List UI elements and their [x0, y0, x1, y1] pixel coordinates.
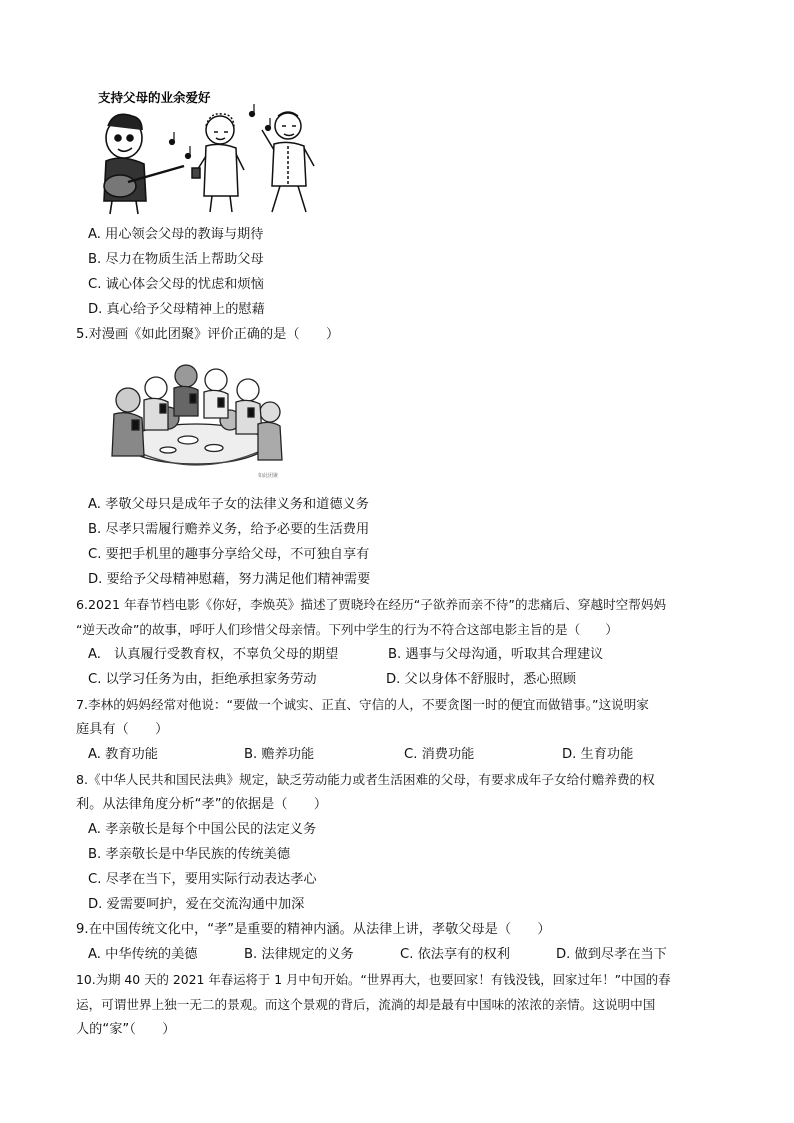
reunion-watermark: 如此团聚 [258, 473, 279, 479]
q9-stem: 9.在中国传统文化中，“孝”是重要的精神内涵。从法律上讲，孝敬父母是（ ） [76, 922, 551, 937]
q10-stem-line2: 运，可谓世界上独一无二的景观。而这个景观的背后，流淌的却是最有中国味的浓浓的亲情。这说明中国 [76, 997, 656, 1012]
q6-option-b: B. 遇事与父母沟通，听取其合理建议 [388, 647, 604, 662]
q7-stem-line1: 7.李林的妈妈经常对他说：“要做一个诚实、正直、守信的人，不要贪图一时的便宜而做错事。”这说明家 [76, 697, 649, 712]
q6-stem-line1: 6.2021 年春节档电影《你好，李焕英》描述了贾晓玲在经历“子欲养而亲不待”的悲痛后、穿越时空帮妈妈 [76, 597, 667, 612]
q8-option-b: B. 孝亲敬长是中华民族的传统美德 [88, 847, 291, 862]
q7-option-a: A. 教育功能 [88, 747, 158, 762]
q5-option-c: C. 要把手机里的趣事分享给父母，不可独自享有 [88, 547, 370, 562]
q6-stem-line2: “逆天改命”的故事，呼吁人们珍惜父母亲情。下列中学生的行为不符合这部电影主旨的是（ ） [76, 622, 618, 637]
q9-option-b: B. 法律规定的义务 [244, 947, 354, 962]
q10-stem-line1: 10.为期 40 天的 2021 年春运将于 1 月中旬开始。“世界再大，也要回家！有钱没钱，回家过年！”中国的春 [76, 972, 671, 987]
cartoon-drawing [92, 86, 324, 216]
cartoon-caption: 支持父母的业余爱好 [98, 90, 211, 105]
q5-option-a: A. 孝敬父母只是成年子女的法律义务和道德义务 [88, 497, 369, 512]
q6-option-c: C. 以学习任务为由，拒绝承担家务劳动 [88, 672, 317, 687]
q4-option-a: A. 用心领会父母的教诲与期待 [88, 227, 264, 242]
q8-stem-line2: 利。从法律角度分析“孝”的依据是（ ） [76, 797, 328, 812]
q9-option-a: A. 中华传统的美德 [88, 947, 198, 962]
q4-option-c: C. 诚心体会父母的忧虑和烦恼 [88, 277, 264, 292]
q7-stem-line2: 庭具有（ ） [76, 722, 169, 737]
q6-option-d: D. 父以身体不舒服时，悉心照顾 [386, 672, 576, 687]
q8-stem-line1: 8.《中华人民共和国民法典》规定，缺乏劳动能力或者生活困难的父母，有要求成年子女给付赡养费的权 [76, 772, 655, 787]
cartoon-reunion-phones [98, 360, 288, 482]
cartoon-support-parents-hobby [92, 86, 324, 216]
q7-option-d: D. 生育功能 [562, 747, 634, 762]
q8-option-d: D. 爱需要呵护，爱在交流沟通中加深 [88, 897, 305, 912]
q7-option-c: C. 消费功能 [404, 747, 475, 762]
q4-option-d: D. 真心给予父母精神上的慰藉 [88, 302, 265, 317]
q5-option-b: B. 尽孝只需履行赡养义务，给予必要的生活费用 [88, 522, 370, 537]
q5-option-d: D. 要给予父母精神慰藉，努力满足他们精神需要 [88, 572, 371, 587]
q8-option-a: A. 孝亲敬长是每个中国公民的法定义务 [88, 822, 317, 837]
q8-option-c: C. 尽孝在当下，要用实际行动表达孝心 [88, 872, 317, 887]
q6-option-a: A. 认真履行受教育权，不辜负父母的期望 [88, 647, 339, 662]
q9-option-d: D. 做到尽孝在当下 [556, 947, 667, 962]
q9-option-c: C. 依法享有的权利 [400, 947, 510, 962]
q7-option-b: B. 赡养功能 [244, 747, 315, 762]
reunion-drawing [98, 360, 288, 482]
q4-option-b: B. 尽力在物质生活上帮助父母 [88, 252, 264, 267]
q10-stem-line3: 人的“家”（ ） [76, 1022, 176, 1037]
q5-stem: 5.对漫画《如此团聚》评价正确的是（ ） [76, 327, 340, 342]
